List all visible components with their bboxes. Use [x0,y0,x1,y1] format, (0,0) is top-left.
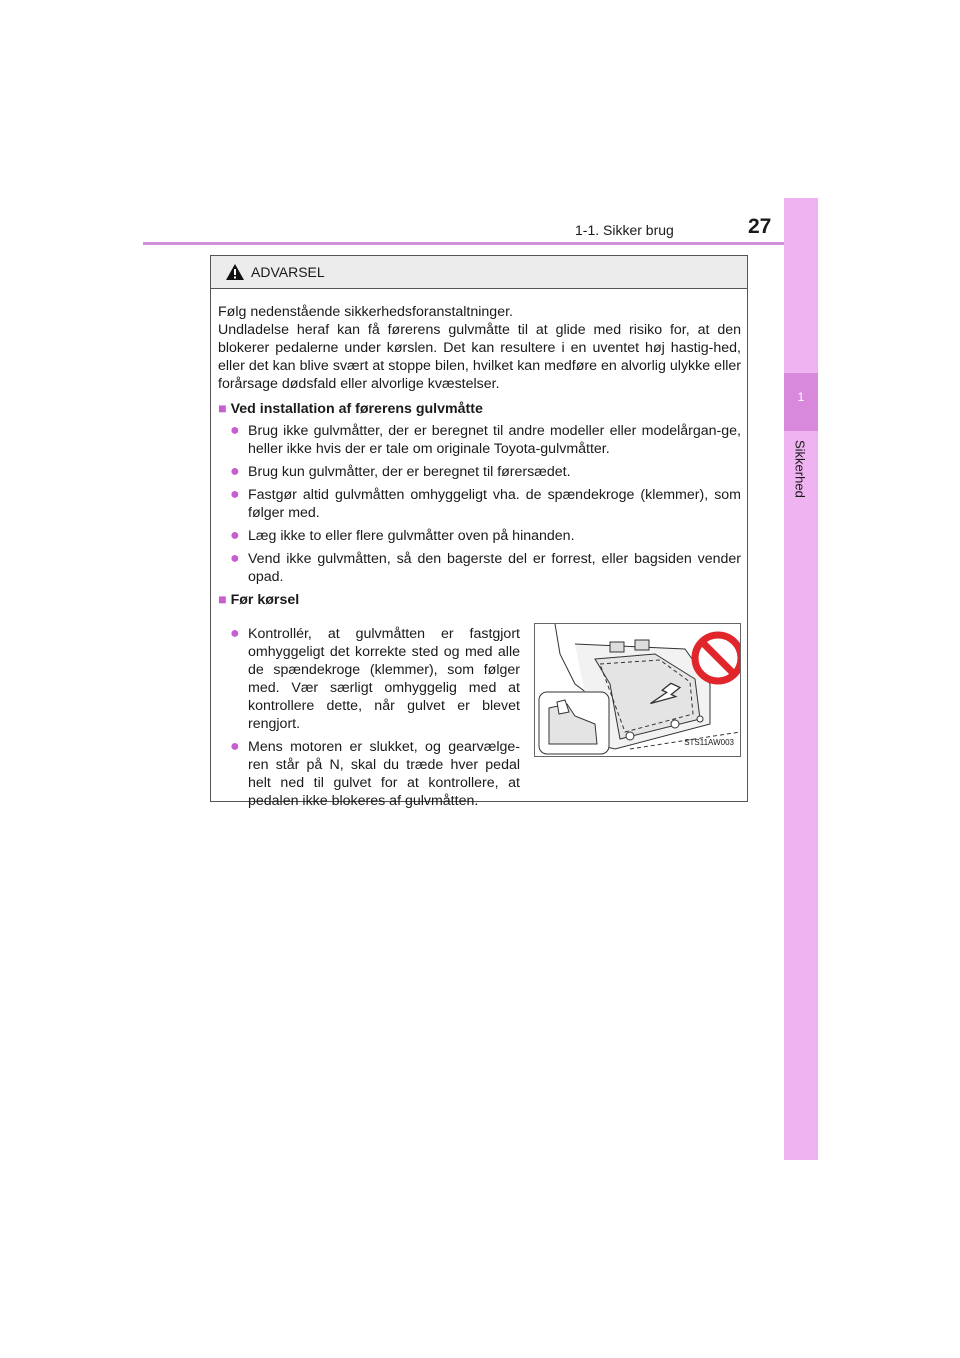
list-item: ● Mens motoren er slukket, og gearvælge-ren står på N, skal du træde hver pedal helt ned til gulvet for at kontrollere, at pedalen ikke blokeres af gulvmåtten. [230,738,520,809]
bullet-icon: ● [230,486,240,503]
square-bullet-icon: ■ [218,401,227,417]
chapter-label: Sikkerhed [792,440,808,498]
square-bullet-icon: ■ [218,592,227,608]
bullet-icon: ● [230,422,240,439]
list-item: ● Brug kun gulvmåtter, der er beregnet til førersædet. [230,463,571,480]
figure-code: STS11AW003 [684,738,734,747]
intro-paragraph: Undladelse heraf kan få førerens gulvmåtte til at glide med risiko for, at den blokerer pedalerne under kørslen. Det kan resultere i en uventet høj hastig-hed, eller det kan blive svært at stoppe bilen, hvilket kan medføre en alvorlig ulykke eller forårsage dødsfald eller alvorlige kvæstelser. [218,322,741,392]
section-heading [218,400,741,418]
before-driving-section [218,614,741,815]
bullet-icon: ● [230,625,240,642]
bullet-icon: ● [230,738,240,755]
bullet-list [218,625,520,815]
list-item: ● Læg ikke to eller flere gulvmåtter oven på hinanden. [230,527,575,544]
warning-intro [218,303,741,393]
warning-box [210,255,748,809]
page-number: 27 [748,215,772,238]
bullet-list [218,422,741,586]
warning-title: ADVARSEL [251,264,325,280]
bullet-icon: ● [230,550,240,567]
floor-mat-illustration [534,623,741,757]
section-title: 1-1. Sikker brug [575,222,674,238]
section-heading-text: Ved installation af førerens gulvmåtte [230,401,483,417]
warning-icon [225,263,245,281]
warning-body [211,289,747,815]
chapter-number: 1 [797,390,805,404]
list-item: ● Kontrollér, at gulvmåtten er fastgjort omhyggeligt det korrekte sted og med alle de spændekroge (klemmer), som følger med. Vær særligt omhyggelig med at kontrollere dette, når gulvet er blevet rengjort. [230,625,520,732]
list-item: ● Vend ikke gulvmåtten, så den bagerste del er forrest, eller bagsiden vender opad. [230,550,741,585]
bullet-icon: ● [230,527,240,544]
warning-header [211,256,747,289]
section-heading-text: Før kørsel [230,592,300,608]
header-rule [143,242,818,245]
bullet-icon: ● [230,463,240,480]
section-heading [218,591,741,609]
list-item: ● Brug ikke gulvmåtter, der er beregnet til andre modeller eller modelårgan-ge, heller ikke hvis der er tale om originale Toyota-gulvmåtter. [230,422,741,457]
intro-line: Følg nedenstående sikkerhedsforanstaltninger. [218,304,513,320]
list-item: ● Fastgør altid gulvmåtten omhyggeligt vha. de spændekroge (klemmer), som følger med. [230,486,741,521]
side-tab [784,198,818,1160]
